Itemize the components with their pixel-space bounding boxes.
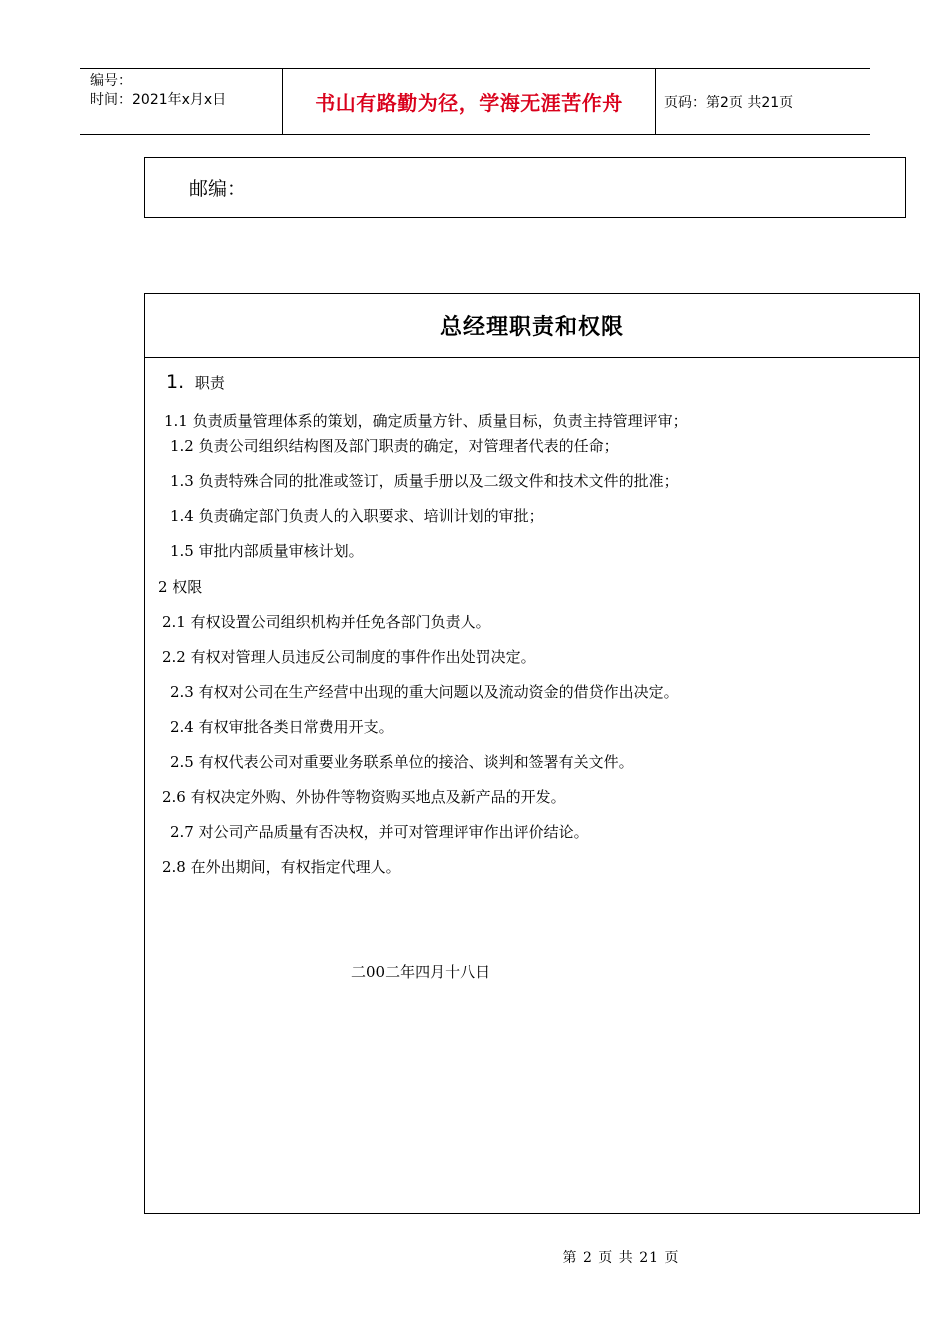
section1-title: 职责 (194, 374, 225, 392)
header-divider-right (655, 69, 656, 134)
document-title: 总经理职责和权限 (439, 315, 624, 340)
postal-code-box (144, 157, 906, 218)
section2-item: 2.6 有权决定外购、外协件等物资购买地点及新产品的开发。 (162, 788, 566, 806)
section1-item: 1.1 负责质量管理体系的策划，确定质量方针、质量目标，负责主持管理评审； (164, 412, 688, 430)
section1-number: 1. (166, 371, 185, 393)
date-label: 时间：2021年x月x日 (90, 92, 227, 108)
responsibilities-box (144, 293, 920, 1214)
section1-heading (166, 371, 225, 393)
title-row (145, 294, 919, 358)
section1-item: 1.5 审批内部质量审核计划。 (170, 542, 364, 560)
header-motto-cell (283, 69, 655, 134)
section2-item: 2.1 有权设置公司组织机构并任免各部门负责人。 (162, 613, 491, 631)
section2-item: 2.5 有权代表公司对重要业务联系单位的接洽、谈判和签署有关文件。 (170, 753, 634, 771)
document-date: 二00二年四月十八日 (351, 963, 491, 981)
section1-item: 1.2 负责公司组织结构图及部门职责的确定，对管理者代表的任命； (170, 437, 619, 455)
postal-code-label: 邮编： (189, 178, 247, 200)
motto-text: 书山有路勤为径，学海无涯苦作舟 (315, 91, 623, 115)
section2-heading: 2 权限 (158, 578, 203, 596)
section2-item: 2.4 有权审批各类日常费用开支。 (170, 718, 394, 736)
footer-page-number: 第 2 页 共 21 页 (562, 1250, 680, 1266)
page-info: 页码：第2页 共21页 (664, 94, 794, 111)
section2-item: 2.2 有权对管理人员违反公司制度的事件作出处罚决定。 (162, 648, 536, 666)
section1-item: 1.4 负责确定部门负责人的入职要求、培训计划的审批； (170, 507, 544, 525)
section2-item: 2.3 有权对公司在生产经营中出现的重大问题以及流动资金的借贷作出决定。 (170, 683, 679, 701)
document-header (80, 68, 870, 135)
section2-item: 2.8 在外出期间，有权指定代理人。 (162, 858, 401, 876)
section1-item: 1.3 负责特殊合同的批准或签订，质量手册以及二级文件和技术文件的批准； (170, 472, 679, 490)
code-label: 编号： (90, 73, 132, 89)
section2-item: 2.7 对公司产品质量有否决权，并可对管理评审作出评价结论。 (170, 823, 589, 841)
header-meta (80, 69, 282, 134)
page-footer (0, 1247, 950, 1267)
